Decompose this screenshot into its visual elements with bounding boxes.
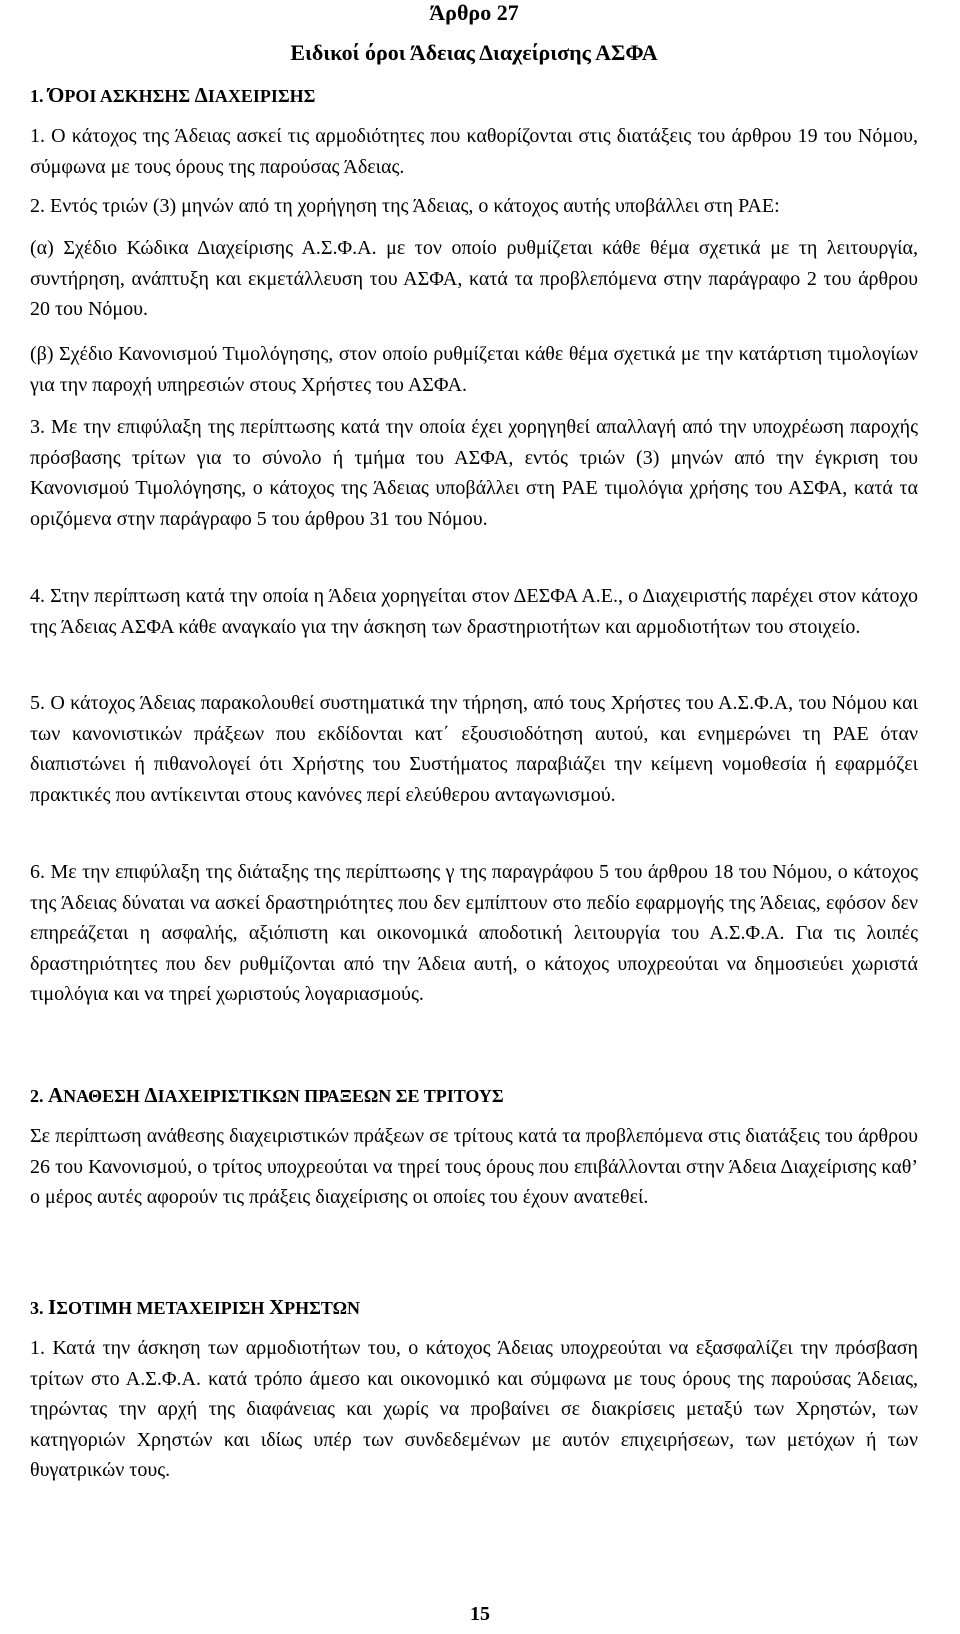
article-title: Ειδικοί όροι Άδειας Διαχείρισης ΑΣΦΑ <box>290 40 658 65</box>
section-heading-1: 1. ΌΡΟΙ ΑΣΚΗΣΗΣ ΔΙΑΧΕΙΡΙΣΗΣ <box>30 83 316 107</box>
section-heading-3: 3. ΙΣΟΤΙΜΗ ΜΕΤΑΧΕΙΡΙΣΗ ΧΡΗΣΤΩΝ <box>30 1295 361 1319</box>
section-number: 3. <box>30 1298 44 1318</box>
paragraph-1-2a: (α) Σχέδιο Κώδικα Διαχείρισης Α.Σ.Φ.Α. με τον οποίο ρυθμίζεται κάθε θέμα σχετικά με τη λειτουργία, συντήρηση, ανάπτυξη και εκμετάλλευση του ΑΣΦΑ, κατά τα προβλεπόμενα στην παράγραφο 2 του άρθρου 20 του Νόμου. <box>30 237 918 321</box>
section-number: 2. <box>30 1086 44 1106</box>
page-number: 15 <box>470 1603 490 1625</box>
paragraph-3-1: 1. Κατά την άσκηση των αρμοδιοτήτων του, ο κάτοχος Άδειας υποχρεούται να εξασφαλίζει την πρόσβαση τρίτων στο Α.Σ.Φ.Α. κατά τρόπο άμεσο και οικονομικό και σύμφωνα με τους όρους της παρούσας Άδειας, τηρώντας την αρχή της διαφάνειας και χωρίς να προβαίνει σε διακρίσεις μεταξύ των Χρηστών, των κατηγοριών Χρηστών και ιδίως υπέρ των συνδεδεμένων με αυτόν επιχειρήσεων, των μετόχων ή των θυγατρικών τους. <box>30 1337 918 1482</box>
paragraph-2: Σε περίπτωση ανάθεσης διαχειριστικών πράξεων σε τρίτους κατά τα προβλεπόμενα στις διατάξεις του άρθρου 26 του Κανονισμού, ο τρίτος υποχρεούται να τηρεί τους όρους που επιβάλλονται στην Άδεια Διαχείρισης καθ’ ο μέρος αυτές αφορούν τις πράξεις διαχείρισης οι οποίες του έχουν ανατεθεί. <box>30 1125 918 1209</box>
paragraph-1-5: 5. Ο κάτοχος Άδειας παρακολουθεί συστηματικά την τήρηση, από τους Χρήστες του Α.Σ.Φ.Α, του Νόμου και των κανονιστικών πράξεων που εκδίδονται κατ΄ εξουσιοδότηση αυτού, και ενημερώνει τη ΡΑΕ όταν διαπιστώνει ή πιθανολογεί ότι Χρήστης του Συστήματος παραβιάζει την κείμενη νομοθεσία ή εφαρμόζει πρακτικές που αντίκεινται στους κανόνες περί ελεύθερου ανταγωνισμού. <box>30 692 918 806</box>
paragraph-1-1: 1. Ο κάτοχος της Άδειας ασκεί τις αρμοδιότητες που καθορίζονται στις διατάξεις του άρθρου 19 του Νόμου, σύμφωνα με τους όρους της παρούσας Άδειας. <box>30 125 918 178</box>
paragraph-1-2b: (β) Σχέδιο Κανονισμού Τιμολόγησης, στον οποίο ρυθμίζεται κάθε θέμα σχετικά με την κατάρτιση τιμολογίων για την παροχή υπηρεσιών στους Χρήστες του ΑΣΦΑ. <box>30 343 918 396</box>
section-heading-2: 2. ΑΝΑΘΕΣΗ ΔΙΑΧΕΙΡΙΣΤΙΚΩΝ ΠΡΑΞΕΩΝ ΣΕ ΤΡΙΤΟΥΣ <box>30 1083 504 1107</box>
article-number: Άρθρο 27 <box>429 0 519 25</box>
paragraph-1-2: 2. Εντός τριών (3) μηνών από τη χορήγηση της Άδειας, ο κάτοχος αυτής υποβάλλει στη ΡΑΕ: <box>30 195 780 217</box>
paragraph-1-4: 4. Στην περίπτωση κατά την οποία η Άδεια χορηγείται στον ΔΕΣΦΑ Α.Ε., ο Διαχειριστής παρέχει στον κάτοχο της Άδειας ΑΣΦΑ κάθε αναγκαίο για την άσκηση των δραστηριοτήτων και αρμοδιοτήτων του στοιχείο. <box>30 585 918 638</box>
section-number: 1. <box>30 86 44 106</box>
paragraph-1-3: 3. Με την επιφύλαξη της περίπτωσης κατά την οποία έχει χορηγηθεί απαλλαγή από την υποχρέωση παροχής πρόσβασης τρίτων για το σύνολο ή τμήμα του ΑΣΦΑ, εντός τριών (3) μηνών από την έγκριση του Κανονισμού Τιμολόγησης, ο κάτοχος της Άδειας υποβάλλει στη ΡΑΕ τιμολόγια χρήσης του ΑΣΦΑ, κατά τα οριζόμενα στην παράγραφο 5 του άρθρου 31 του Νόμου. <box>30 416 918 530</box>
paragraph-1-6: 6. Με την επιφύλαξη της διάταξης της περίπτωσης γ της παραγράφου 5 του άρθρου 18 του Νόμου, ο κάτοχος της Άδειας δύναται να ασκεί δραστηριότητες που δεν εμπίπτουν στο πεδίο εφαρμογής της Άδειας, εφόσον δεν επηρεάζεται η ασφαλής, αξιόπιστη και οικονομικά αποδοτική λειτουργία του Α.Σ.Φ.Α. Για τις λοιπές δραστηριότητες που δεν ρυθμίζονται από την Άδεια αυτή, ο κάτοχος υποχρεούται να δημοσιεύει χωριστά τιμολόγια και να τηρεί χωριστούς λογαριασμούς. <box>30 861 918 1006</box>
